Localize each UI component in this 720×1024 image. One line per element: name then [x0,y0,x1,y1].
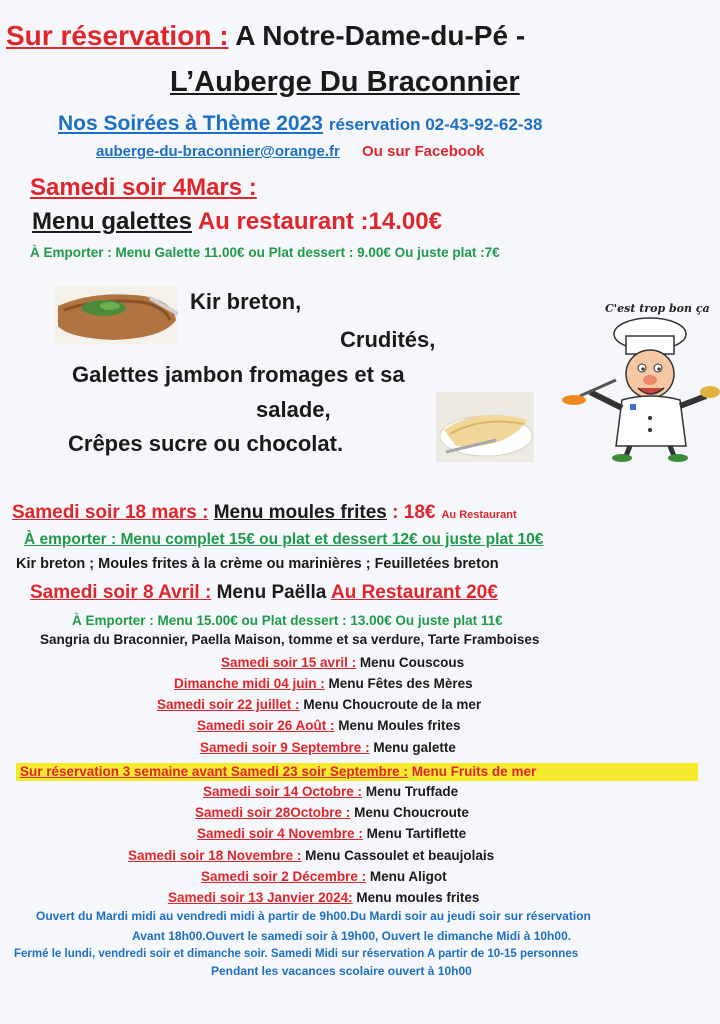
event1-menu-label: Menu galettes [32,208,193,235]
schedule-item [203,784,458,799]
event2-takeaway: À emporter : Menu complet 15€ ou plat et dessert 12€ ou juste plat 10€ [24,531,544,548]
opening-info: Pendant les vacances scolaire ouvert à 10h00 [211,964,472,978]
schedule-menu: Menu moules frites [356,890,480,905]
event2-price: : 18€ [392,502,436,523]
schedule-menu: Menu Tartiflette [366,826,467,841]
schedule-item [157,697,481,712]
event2-line [12,502,517,524]
restaurant-name: L’Auberge Du Braconnier [170,66,520,98]
schedule-item [221,655,464,670]
contact-line [96,143,485,160]
event3-dishes: Sangria du Braconnier, Paella Maison, tomme et sa verdure, Tarte Framboises [40,632,540,647]
schedule-date: Samedi soir 18 Novembre : [128,848,302,863]
schedule-date: Samedi soir 4 Novembre : [197,826,363,841]
schedule-date: Samedi soir 28Octobre : [195,805,351,820]
event2-date: Samedi soir 18 mars : [12,502,209,523]
themes-title: Nos Soirées à Thème 2023 [58,112,323,135]
event1-takeaway: À Emporter : Menu Galette 11.00€ ou Plat dessert : 9.00€ Ou juste plat :7€ [30,245,500,260]
event3-line [30,582,498,604]
email-link[interactable]: auberge-du-braconnier@orange.fr [96,143,340,160]
title-line [6,20,525,52]
themes-line [58,112,542,136]
facebook-text: Ou sur Facebook [362,143,485,160]
schedule-menu: Menu Choucroute de la mer [303,697,482,712]
event3-takeaway: À Emporter : Menu 15.00€ ou Plat dessert : 13.00€ Ou juste plat 11€ [72,613,503,628]
schedule-item [174,676,473,691]
schedule-date: Samedi soir 9 Septembre : [200,740,370,755]
schedule-menu: Menu galette [373,740,456,755]
dish-item: Galettes jambon fromages et sa [72,362,405,387]
event1-menu [32,208,442,236]
schedule-menu: Menu Fruits de mer [411,764,537,779]
dish-item: Crêpes sucre ou chocolat. [68,431,344,456]
schedule-date: Samedi soir 2 Décembre : [201,869,367,884]
schedule-menu: Menu Choucroute [354,805,469,820]
schedule-menu: Menu Cassoulet et beaujolais [305,848,495,863]
schedule-menu: Menu Truffade [365,784,459,799]
schedule-menu: Menu Moules frites [338,718,461,733]
schedule-item [20,764,536,779]
event2-dishes: Kir breton ; Moules frites à la crème ou marinières ; Feuilletées breton [16,556,499,572]
event3-menu: Menu Paëlla [216,582,327,603]
opening-info: Ouvert du Mardi midi au vendredi midi à partir de 9h00.Du Mardi soir au jeudi soir sur réservation [36,909,591,923]
schedule-item [168,890,479,905]
schedule-date: Sur réservation 3 semaine avant Samedi 23 soir Septembre : [20,764,408,779]
event2-price-note: Au Restaurant [441,509,517,521]
dish-item: Kir breton, [190,289,302,314]
event2-menu: Menu moules frites [213,502,387,523]
schedule-item [201,869,447,884]
schedule-item [197,826,466,841]
event3-date: Samedi soir 8 Avril : [30,582,212,603]
event3-price: Au Restaurant 20€ [330,582,498,603]
dish-item: salade, [256,397,331,422]
phone-number: réservation 02-43-92-62-38 [328,115,543,134]
galette-photo [54,286,178,344]
schedule-date: Samedi soir 15 avril : [221,655,357,670]
title-prefix: Sur réservation : [6,20,229,51]
event1-date: Samedi soir 4Mars : [30,174,257,201]
schedule-item [200,740,456,755]
event1-menu-price: Au restaurant :14.00€ [197,208,442,235]
schedule-date: Samedi soir 13 Janvier 2024: [168,890,353,905]
schedule-item [128,848,494,863]
schedule-menu: Menu Aligot [369,869,447,884]
schedule-date: Dimanche midi 04 juin : [174,676,325,691]
schedule-menu: Menu Fêtes des Mères [328,676,473,691]
schedule-menu: Menu Couscous [359,655,465,670]
title-place: A Notre-Dame-du-Pé - [235,20,526,51]
opening-info: Fermé le lundi, vendredi soir et dimanche soir. Samedi Midi sur réservation A partir de 10-15 personnes [14,948,579,960]
schedule-item [195,805,469,820]
chef-illustration [560,296,720,466]
schedule-date: Samedi soir 22 juillet : [157,697,300,712]
schedule-date: Samedi soir 14 Octobre : [203,784,363,799]
opening-info: Avant 18h00.Ouvert le samedi soir à 19h00, Ouvert le dimanche Midi à 10h00. [132,929,572,943]
chef-caption: C'est trop bon ça [605,302,710,315]
dish-item: Crudités, [340,327,436,352]
schedule-item [197,718,461,733]
schedule-date: Samedi soir 26 Août : [197,718,335,733]
crepe-photo [436,392,534,462]
